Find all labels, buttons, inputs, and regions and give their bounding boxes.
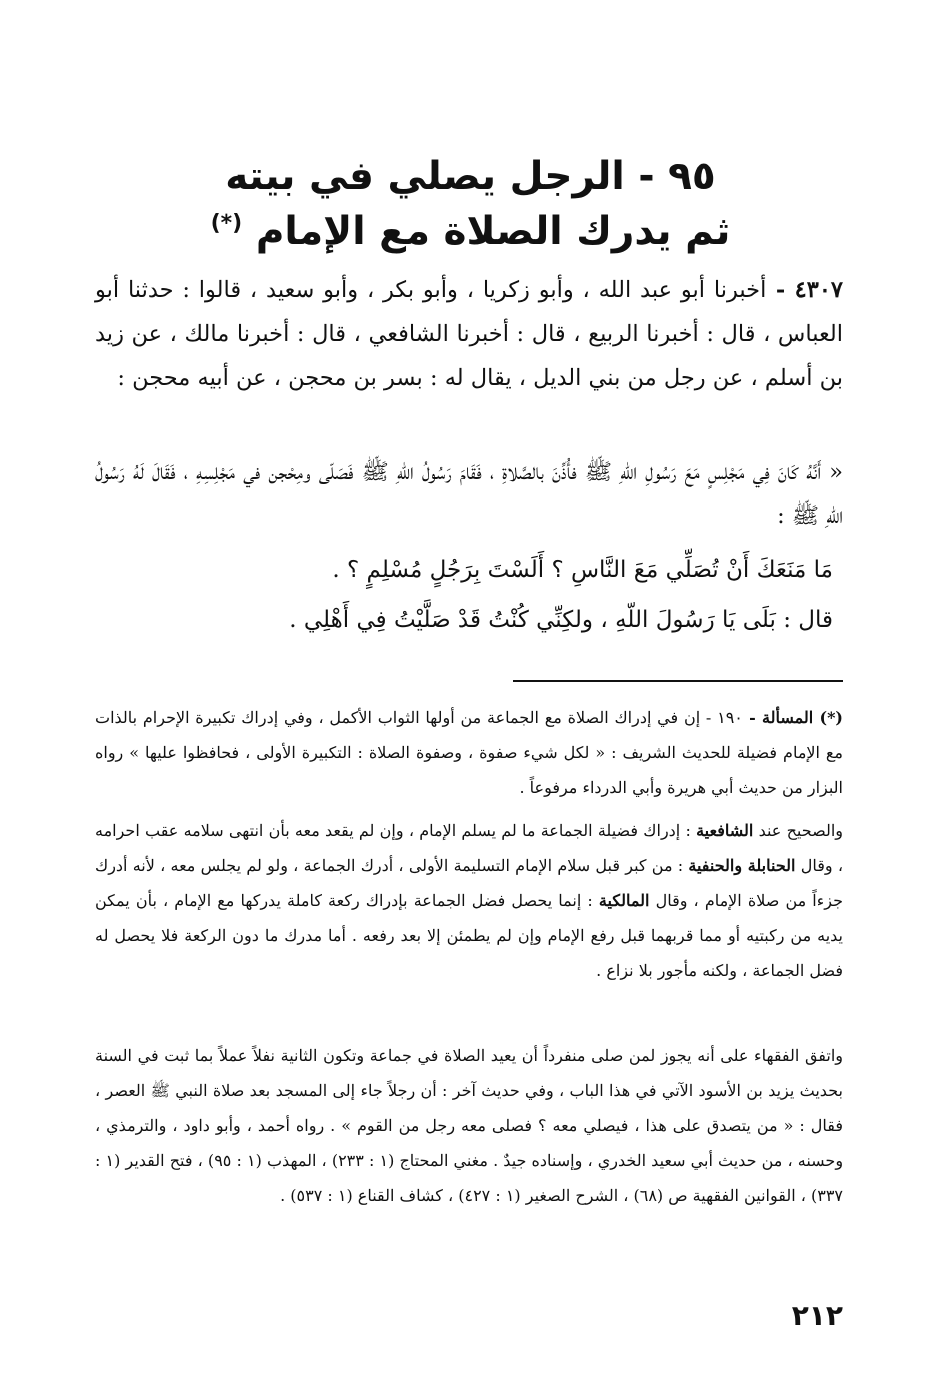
footnote-2-part-a: والصحيح عند [753,821,843,840]
chapter-title-text-2: ثم يدرك الصلاة مع الإمام [255,209,731,254]
footnote-marker: (*) [210,211,243,236]
hadith-matn-2: مَا مَنَعَكَ أَنْ تُصَلِّي مَعَ النَّاسِ ؟ أَلَسْتَ بِرَجُلٍ مُسْلِمٍ ؟ . [332,557,833,583]
hadith-number: ٤٣٠٧ - [766,277,843,303]
footnote-2-shafiiyya: الشافعية [696,821,754,840]
hadith-matn-answer [289,600,833,640]
footnote-2-part-c: : من كبر قبل سلام الإمام التسليمة الأولى ، أدرك الجماعة ، ولو لم يجلس معه ، لأنه أدرك جزءاً من صلاة الإمام ، وقال [95,856,843,910]
page-number: ٢١٢ [791,1299,843,1332]
footnote-1-text: ١٩٠ - إن في إدراك الصلاة مع الجماعة من أولها الثواب الأكمل ، وفي إدراك تكبيرة الإحرام بالذات مع الإمام فضيلة للحديث الشريف : « لكل شيء صفوة ، وصفوة الصلاة : التكبيرة الأولى ، فحافظوا عليها » رواه البزار من حديث أبي هريرة وأبي الدرداء مرفوعاً . [95,708,844,797]
hadith-isnad: أخبرنا أبو عبد الله ، وأبو زكريا ، وأبو بكر ، وأبو سعيد ، قالوا : حدثنا أبو العباس ، قال : أخبرنا الربيع ، قال : أخبرنا الشافعي ، قال : أخبرنا مالك ، عن زيد بن أسلم ، عن رجل من بني الديل ، يقال له : بسر بن محجن ، عن أبيه محجن : [95,277,843,391]
hadith-matn-1: « أَنَّهُ كَانَ فِي مَجْلِسٍ مَعَ رَسُولِ اللّهِ ﷺ فأُذِّنَ بالصَّلاةِ ، فَقَامَ رَسُولُ اللّهِ ﷺ فَصَلّى ومِحْجن في مَجْلِسِهِ ، فَقَالَ لَهُ رَسُولُ اللّهِ ﷺ : [95,459,843,529]
footnote-2-hanabila: الحنابلة والحنفية [688,856,796,875]
hadith-isnad-paragraph [95,268,843,400]
footnote-paragraph-2 [95,813,843,988]
footnote-3-text: واتفق الفقهاء على أنه يجوز لمن صلى منفرداً أن يعيد الصلاة في جماعة وتكون الثانية نفلاً عملاً بما ثبت في السنة بحديث يزيد بن الأسود الآتي في هذا الباب ، وفي حديث آخر : أن رجلاً جاء إلى المسجد بعد صلاة النبي ﷺ العصر ، فقال : « من يتصدق على هذا ، فيصلي معه ؟ فصلى معه رجل من القوم » . رواه أحمد ، وأبو داود ، والترمذي ، وحسنه ، من حديث أبي سعيد الخدري ، وإسناده جيدٌ . مغني المحتاج (١ : ٢٣٣) ، المهذب (١ : ٩٥) ، فتح القدير (١ : ٣٣٧) ، القوانين الفقهية ص (٦٨) ، الشرح الصغير (١ : ٤٢٧) ، كشاف القناع (١ : ٥٣٧) . [95,1046,844,1205]
footnote-2-malikiyya: المالكية [598,891,650,910]
footnote-2-part-d: : إنما يحصل فضل الجماعة بإدراك ركعة كاملة يدركها مع الإمام ، بأن يمكن يديه من ركبتيه أو مما قربهما قبل رفع الإمام وإن لم يطمئن إلا بعد رفعه . أما مدرك ما دون الركعة فلا يحصل له فضل الجماعة ، ولكنه مأجور بلا نزاع . [95,891,843,980]
footnote-paragraph-3 [95,1038,843,1213]
chapter-title-text-1: ٩٥ - الرجل يصلي في بيته [225,154,716,199]
footnote-1-marker: (*) المسألة - [742,708,844,727]
footnote-2-part-b: : إدراك فضيلة الجماعة ما لم يسلم الإمام ، وإن لم يقعد معه بأن انتهى سلامه عقب احرامه ، وقال [95,821,843,875]
footnote-paragraph-1 [95,700,843,805]
hadith-matn-paragraph [95,450,843,538]
chapter-title-line-1 [160,150,781,204]
hadith-matn-3: قال : بَلَى يَا رَسُولَ اللّهِ ، ولكِنِّي كُنْتُ قَدْ صَلَّيْتُ فِي أَهْلِي . [289,607,833,633]
hadith-matn-question [332,550,833,590]
footnote-separator [513,680,843,682]
chapter-title-line-2 [160,205,781,259]
